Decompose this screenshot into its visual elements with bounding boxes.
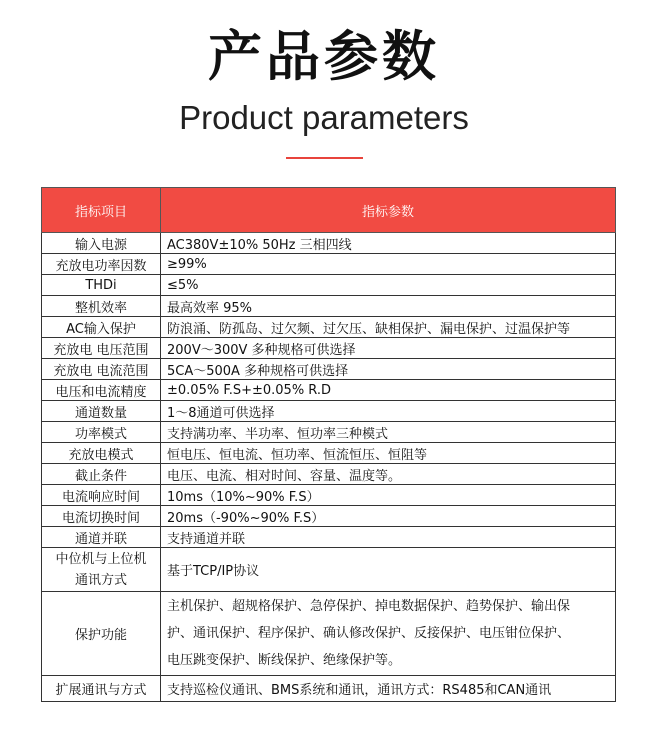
table-row [42,676,616,702]
table-row [42,485,616,506]
row-label-line: 中位机与上位机 [55,551,147,567]
row-value: 20ms（-90%~90% F.S） [161,506,616,527]
row-value [161,592,616,676]
table-row [42,296,616,317]
row-value: ±0.05% F.S+±0.05% R.D [161,380,616,401]
table-row [42,275,616,296]
row-label: 通道数量 [42,401,161,422]
row-value: 支持通道并联 [161,527,616,548]
row-label: 充放电模式 [42,443,161,464]
table-row [42,422,616,443]
row-label: 截止条件 [42,464,161,485]
row-value: 电压、电流、相对时间、容量、温度等。 [161,464,616,485]
row-value: 5CA～500A 多种规格可供选择 [161,359,616,380]
row-label: THDi [42,275,161,296]
row-value: ≤5% [161,275,616,296]
spec-table [41,187,616,702]
row-value-line: 主机保护、超规格保护、急停保护、掉电数据保护、趋势保护、输出保 [167,599,571,614]
table-row [42,592,616,676]
row-label: 充放电 电压范围 [42,338,161,359]
table-row [42,527,616,548]
page-title: 产品参数 [208,25,440,88]
row-value: 恒电压、恒电流、恒功率、恒流恒压、恒阻等 [161,443,616,464]
row-label: 电压和电流精度 [42,380,161,401]
row-label: 充放电 电流范围 [42,359,161,380]
table-header-row [42,188,616,233]
table-row [42,233,616,254]
table-row [42,443,616,464]
column-header-value: 指标参数 [161,188,616,233]
row-value: 1～8通道可供选择 [161,401,616,422]
row-label: 功率模式 [42,422,161,443]
table-row [42,338,616,359]
table-row [42,359,616,380]
page-subtitle: Product parameters [179,99,469,136]
table-row [42,317,616,338]
row-value-line: 电压跳变保护、断线保护、绝缘保护等。 [167,653,402,668]
row-label [42,548,161,592]
row-label: 整机效率 [42,296,161,317]
row-value: 基于TCP/IP协议 [161,548,616,592]
row-value: 支持满功率、半功率、恒功率三种模式 [161,422,616,443]
row-value: 最高效率 95% [161,296,616,317]
table-row [42,548,616,592]
row-value: 支持巡检仪通讯、BMS系统和通讯，通讯方式：RS485和CAN通讯 [161,676,616,702]
table-row [42,254,616,275]
table-row [42,464,616,485]
column-header-item: 指标项目 [42,188,161,233]
row-label: 通道并联 [42,527,161,548]
row-label: 电流响应时间 [42,485,161,506]
row-value: 10ms（10%~90% F.S） [161,485,616,506]
row-label: AC输入保护 [42,317,161,338]
row-value: ≥99% [161,254,616,275]
table-row [42,380,616,401]
row-label: 充放电功率因数 [42,254,161,275]
row-value: AC380V±10% 50Hz 三相四线 [161,233,616,254]
table-row [42,401,616,422]
title-divider [286,157,363,159]
row-label: 电流切换时间 [42,506,161,527]
table-row [42,506,616,527]
row-value: 200V～300V 多种规格可供选择 [161,338,616,359]
row-value: 防浪涌、防孤岛、过欠频、过欠压、缺相保护、漏电保护、过温保护等 [161,317,616,338]
row-label: 扩展通讯与方式 [42,676,161,702]
row-label: 输入电源 [42,233,161,254]
row-label-line: 通讯方式 [74,572,127,588]
row-value-line: 护、通讯保护、程序保护、确认修改保护、反接保护、电压钳位保护、 [167,626,571,641]
row-label: 保护功能 [42,592,161,676]
